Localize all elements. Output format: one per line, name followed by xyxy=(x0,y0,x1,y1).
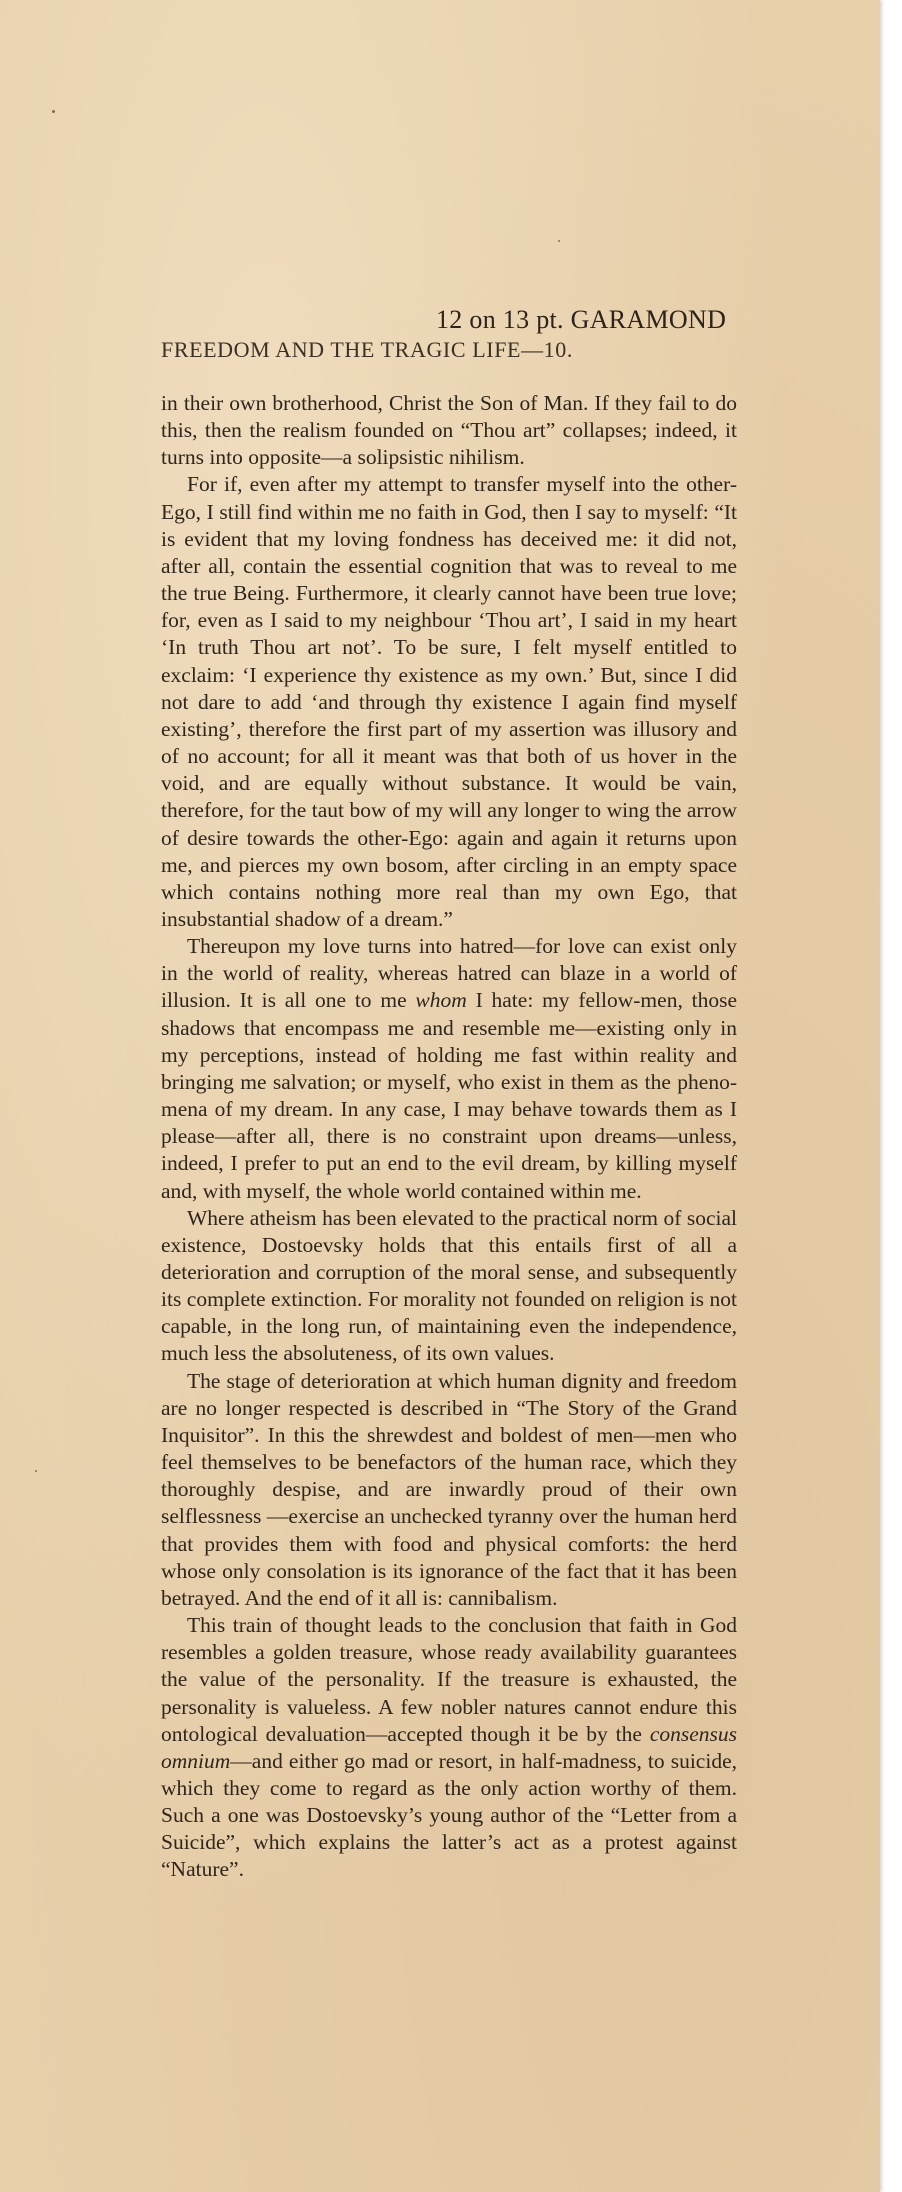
paragraph: The stage of deterioration at which human dignity and freedom are no longer respected is described in “The Story of the Grand Inquisitor”. In this the shrewdest and boldest of men—men who feel themselves to be benefactors of the human race, which they thoroughly despise, and are inwardly proud of their own selflessness —exercise an unchecked tyranny over the human herd that provides them with food and physical comforts: the herd whose only consolation is its ignorance of the fact that it has been betrayed. And the end of it all is: cannibalism. xyxy=(161,1368,737,1610)
paragraph xyxy=(161,933,737,1205)
paragraph: For if, even after my attempt to transfer myself into the other-Ego, I still find within me no faith in God, then I say to myself: “It is evident that my loving fondness has deceived me: it did not, after all, contain the essential cognition that was to reveal to me the true Being. Furthermore, it clearly cannot have been true love; for, even as I said to my neighbour ‘Thou art’, I said in my heart ‘In truth Thou art not’. To be sure, I felt myself entitled to exclaim: ‘I experience thy existence as my own.’ But, since I did not dare to add ‘and through thy existence I again find myself existing’, therefore the first part of my assertion was illusory and of no account; for all it meant was that both of us hover in the void, and are equally without substance. It would be vain, therefore, for the taut bow of my will any longer to wing the arrow of desire towards the other-Ego: again and again it returns upon me, and pierces my own bosom, after circling in an empty space which contains nothing more real than my own Ego, that insubstantial shadow of a dream.” xyxy=(161,472,737,931)
paragraph: Where atheism has been elevated to the practical norm of social existence, Dostoevsky holds that this entails first of all a deterioration and corruption of the moral sense, and subsequently its complete extinction. For morality not founded on religion is not capable, in the long run, of maintaining even the independence, much less the absoluteness, of its own values. xyxy=(161,1205,737,1366)
paragraph-text: This train of thought leads to the conclusion that faith in God resembles a golden treasure, whose ready availability guarantees the value of the personality. If the treasure is exhausted, the personality is valueless. A few nobler natures cannot endure this ontological devaluation—accepted though it be by the xyxy=(161,1613,737,1746)
paragraph xyxy=(161,1612,737,1884)
paragraph-text: I hate: my fellow-men, those shadows that encompass me and resemble me—existing only in my perceptions, instead of holding me fast within reality and bringing me salvation; or myself, who exist in them as the phenomena of my dream. In any case, I may behave towards them as I please—after all, there is no constraint upon dreams—unless, indeed, I prefer to put an end to the evil dream, by killing myself and, with myself, the whole world contained within me. xyxy=(161,988,737,1203)
running-head: FREEDOM AND THE TRAGIC LIFE—10. xyxy=(161,337,573,362)
italic-word: whom xyxy=(415,988,467,1013)
paper-speck xyxy=(558,240,560,242)
paper-speck xyxy=(52,110,55,113)
body-text xyxy=(161,390,737,1884)
paper-speck xyxy=(35,1470,37,1472)
typeface-spec-line: 12 on 13 pt. GARAMOND xyxy=(436,305,727,334)
paragraph: in their own brotherhood, Christ the Son of Man. If they fail to do this, then the realism founded on “Thou art” collapses; indeed, it turns into opposite—a solipsistic nihilism. xyxy=(161,391,737,470)
paragraph-text: —and either go mad or resort, in half-madness, to suicide, which they come to regard as the only action worthy of them. Such a one was Dostoevsky’s young author of the “Letter from a Suicide”, which explains the latter’s act as a protest against “Nature”. xyxy=(161,1748,737,1882)
paragraph-text: Thereupon my love turns into hatred—for love can exist only in the world of reality, whereas hatred can blaze in a world of illusion. It is all one to me xyxy=(161,934,737,1013)
italic-phrase: consensus omnium xyxy=(161,1721,737,1773)
